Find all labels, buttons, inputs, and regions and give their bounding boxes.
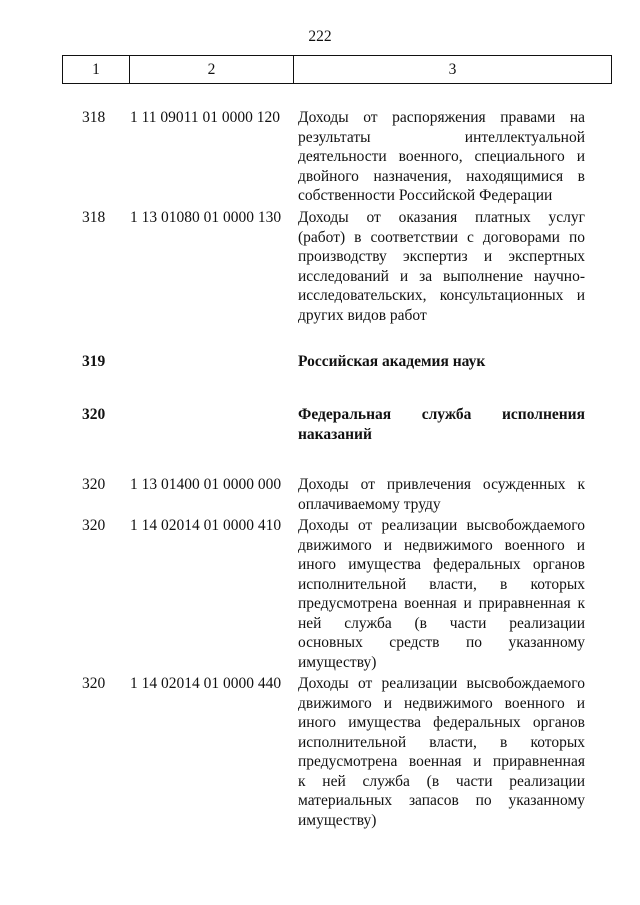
description-line: имуществу) [298,653,377,671]
row-description [298,108,585,206]
row-number: 319 [82,353,106,370]
page-number: 222 [308,28,332,45]
row-number: 318 [82,109,106,126]
description-line: (работ) в соответствии с договорами по [298,228,585,246]
row-description [298,208,585,325]
description-line: Доходы от реализации высвобождаемого [298,517,585,534]
column-header-row [62,55,612,84]
description-line: исполнительной власти, в которых [298,575,585,593]
row-description [298,674,585,830]
description-line: двойного назначения, находящимися в [298,167,585,185]
description-line: деятельности военного, специального и [298,148,585,165]
description-line: имуществу) [298,811,377,829]
description-line: Российская академия наук [298,353,486,370]
budget-code: 1 11 09011 01 0000 120 [130,109,280,126]
row-description [298,516,585,672]
description-line: других видов работ [298,306,427,324]
description-line: собственности Российской Федерации [298,187,553,204]
section-title [298,352,585,372]
description-line: иного имущества федеральных органов [298,556,585,573]
description-line: движимого и недвижимого военного и [298,536,585,554]
description-line: движимого и недвижимого военного и [298,694,585,712]
budget-code: 1 13 01400 01 0000 000 [130,476,282,493]
column-header-1: 1 [63,56,130,83]
description-line: Доходы от реализации высвобождаемого [298,675,585,692]
row-number: 320 [82,675,106,692]
description-line: основных средств по указанному [298,634,585,651]
description-line: Доходы от распоряжения правами на [298,109,585,126]
row-description [298,475,585,514]
description-line: оплачиваемому труду [298,495,441,513]
row-number: 320 [82,517,106,534]
budget-code: 1 13 01080 01 0000 130 [130,209,282,226]
description-line: исполнительной власти, в которых [298,733,585,751]
column-header-3: 3 [448,60,457,78]
budget-code: 1 14 02014 01 0000 410 [130,517,282,534]
description-line: исследований и за выполнение научно- [298,267,585,285]
budget-code: 1 14 02014 01 0000 440 [130,675,282,692]
description-line: результаты интеллектуальной [298,128,585,146]
row-number: 320 [82,406,106,423]
description-line: ней служба (в части реализации [298,614,585,632]
description-line: иного имущества федеральных органов [298,714,585,731]
description-line: к ней служба (в части реализации [298,772,585,790]
description-line: Доходы от привлечения осужденных к [298,476,585,493]
row-number: 320 [82,476,106,493]
column-header-2: 2 [130,56,294,83]
description-line: Федеральная служба исполнения [298,406,585,423]
description-line: материальных запасов по указанному [298,792,585,809]
description-line: Доходы от оказания платных услуг [298,209,585,226]
row-number: 318 [82,209,106,226]
description-line: наказаний [298,425,372,443]
description-line: предусмотрена военная и приравненная к [298,595,585,612]
section-title [298,405,585,444]
description-line: исследовательских, консультационных и [298,287,585,304]
description-line: предусмотрена военная и приравненная [298,753,585,770]
description-line: производству экспертиз и экспертных [298,248,585,265]
